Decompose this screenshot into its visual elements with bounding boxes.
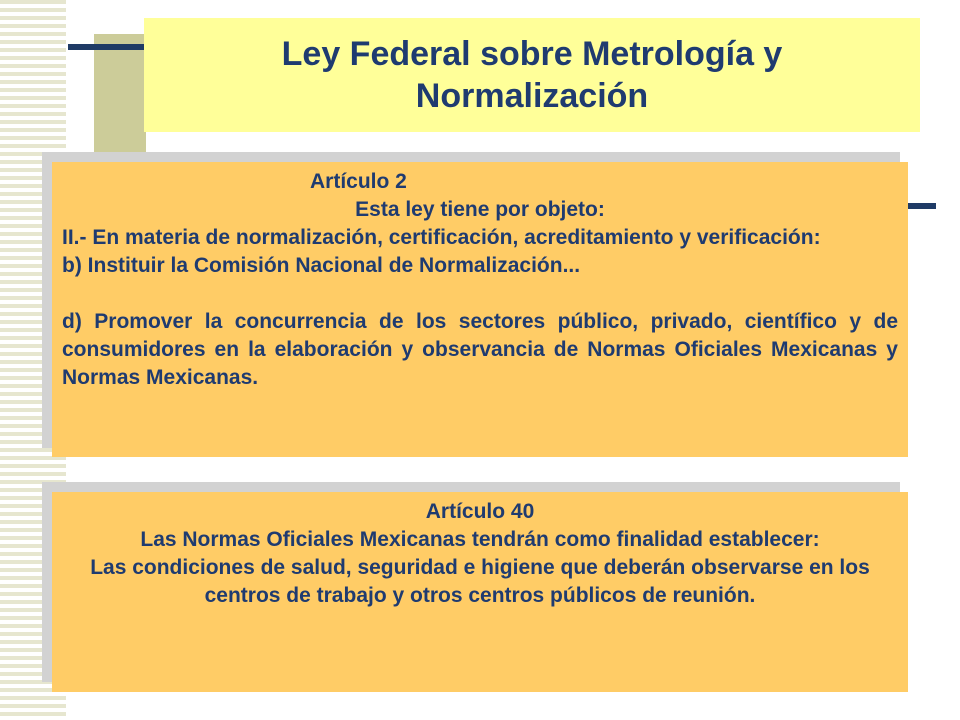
article2-box (52, 162, 908, 457)
decor-navy-line-top (68, 44, 144, 50)
article40-heading: Artículo 40 (425, 500, 535, 523)
decor-tan-rect-top (94, 34, 146, 152)
title-banner (144, 18, 920, 132)
page-title: Ley Federal sobre Metrología y Normalización (281, 35, 783, 115)
article2-item-ii: II.- En materia de normalización, certificación, acreditamiento y verificación: (62, 226, 821, 249)
article2-heading: Artículo 2 (310, 170, 407, 193)
article2-item-d: d) Promover la concurrencia de los sectores público, privado, científico y de consumidores en la elaboración y observancia de Normas Oficiales Mexicanas y Normas Mexicanas. (62, 310, 898, 389)
article2-subheading: Esta ley tiene por objeto: (355, 198, 605, 221)
article2-spacer (62, 280, 898, 308)
decor-navy-line-right (906, 203, 936, 209)
article40-line2: Las condiciones de salud, seguridad e higiene que deberán observarse en los centros de trabajo y otros centros públicos de reunión. (90, 556, 870, 607)
article40-box (52, 492, 908, 692)
article2-item-b: b) Instituir la Comisión Nacional de Normalización... (62, 254, 581, 277)
article40-line1: Las Normas Oficiales Mexicanas tendrán como finalidad establecer: (140, 528, 820, 551)
